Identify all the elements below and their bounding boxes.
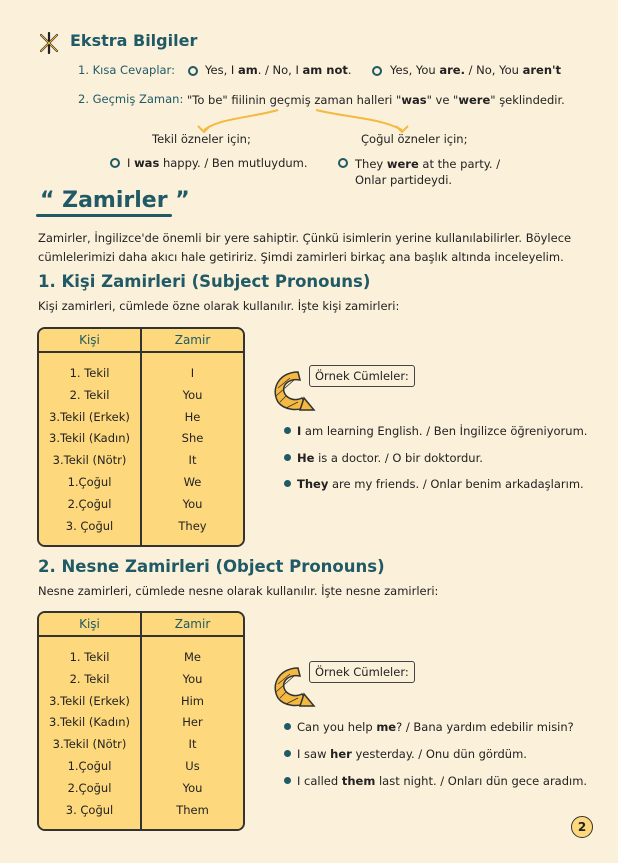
table-cell: You (182, 671, 203, 686)
object-pronouns-table (37, 611, 245, 831)
table-cell: 2.Çoğul (67, 496, 112, 511)
example-sentence: They are my friends. / Onlar benim arkadaşlarım. (297, 477, 584, 491)
table-cell: I (190, 366, 195, 380)
table-cell: It (188, 737, 197, 752)
table-cell: 3.Tekil (Kadın) (49, 431, 130, 446)
table-cell: You (182, 780, 203, 795)
table-cell: 2. Tekil (69, 387, 110, 402)
table-cell: It (188, 453, 197, 468)
table-cell: 3.Tekil (Erkek) (49, 409, 130, 424)
past-tense-label: 2. Geçmiş Zaman: (78, 92, 184, 106)
col-header-pronoun: Zamir (174, 617, 211, 631)
person-column (39, 637, 142, 829)
pronoun-column (142, 353, 243, 545)
col-header-person: Kişi (39, 329, 142, 351)
example-sentence: I saw her yesterday. / Onu dün gördüm. (297, 747, 527, 761)
col-header-person: Kişi (39, 613, 142, 635)
pronouns-title: “ Zamirler ” (40, 188, 190, 213)
table-cell: We (183, 474, 202, 489)
table-cell: 3.Tekil (Nötr) (52, 453, 127, 468)
table-cell: 1.Çoğul (67, 758, 112, 773)
ring-bullet-icon (338, 158, 348, 168)
pronoun-column (142, 637, 243, 829)
table-cell: 3.Tekil (Nötr) (52, 737, 127, 752)
example-sentence: I called them last night. / Onları dün gece aradım. (297, 774, 588, 788)
table-cell: 1.Çoğul (67, 474, 112, 489)
example-sentences-label: Örnek Cümleler: (309, 661, 415, 683)
short-answer-2: Yes, You are. / No, You aren't (390, 63, 562, 77)
table-cell: 1. Tekil (69, 650, 110, 664)
table-cell: 1. Tekil (69, 366, 110, 380)
table-cell: Them (176, 802, 209, 817)
ring-bullet-icon (110, 158, 120, 168)
bullet-dot-icon (284, 777, 291, 784)
example-sentence: Can you help me? / Bana yardım edebilir misin? (297, 720, 574, 734)
ring-bullet-icon (372, 66, 382, 76)
table-cell: You (182, 387, 203, 402)
object-pronouns-desc: Nesne zamirleri, cümlede nesne olarak kullanılır. İşte nesne zamirleri: (38, 584, 439, 598)
table-cell: 3.Tekil (Erkek) (49, 693, 130, 708)
table-cell: 2. Tekil (69, 671, 110, 686)
extra-info-title: Ekstra Bilgiler (70, 31, 198, 50)
short-answer-1: Yes, I am. / No, I am not. (205, 63, 352, 77)
title-underline (36, 214, 172, 217)
table-cell: You (182, 496, 203, 511)
subject-pronouns-desc: Kişi zamirleri, cümlede özne olarak kullanılır. İşte kişi zamirleri: (38, 299, 400, 313)
table-cell: 2.Çoğul (67, 780, 112, 795)
subject-pronouns-table (37, 327, 245, 547)
table-cell: Us (185, 758, 200, 773)
singular-example: I was happy. / Ben mutluydum. (127, 156, 308, 170)
bullet-dot-icon (284, 427, 291, 434)
bullet-dot-icon (284, 750, 291, 757)
singular-subjects-label: Tekil özneler için; (152, 132, 251, 146)
bullet-dot-icon (284, 480, 291, 487)
object-pronouns-title: 2. Nesne Zamirleri (Object Pronouns) (38, 557, 385, 576)
table-cell: Her (182, 715, 203, 730)
bullet-dot-icon (284, 723, 291, 730)
subject-pronouns-title: 1. Kişi Zamirleri (Subject Pronouns) (38, 272, 371, 291)
plural-example: They were at the party. / Onlar partideydi. (355, 157, 501, 187)
example-sentences-label: Örnek Cümleler: (309, 365, 415, 387)
table-cell: 3. Çoğul (65, 802, 114, 817)
person-column (39, 353, 142, 545)
table-cell: They (178, 518, 207, 533)
example-sentence: He is a doctor. / O bir doktordur. (297, 451, 483, 465)
table-cell: She (181, 431, 204, 446)
page-number: 2 (571, 816, 593, 838)
short-answers-label: 1. Kısa Cevaplar: (78, 63, 175, 77)
table-cell: Him (180, 693, 205, 708)
example-sentence: I am learning English. / Ben İngilizce öğreniyorum. (297, 424, 588, 438)
past-tense-desc: "To be" fiilinin geçmiş zaman halleri "was" ve "were" şeklindedir. (187, 93, 565, 107)
pronouns-intro: Zamirler, İngilizce'de önemli bir yere sahiptir. Çünkü isimlerin yerine kullanılabilirler. Böylece cümlelerimizi daha akıcı hale getiririz. Şimdi zamirleri birkaç ana başlık altında inceleyelim. (38, 231, 572, 264)
ring-bullet-icon (188, 66, 198, 76)
table-cell: Me (184, 650, 201, 664)
bullet-dot-icon (284, 454, 291, 461)
col-header-pronoun: Zamir (174, 333, 211, 347)
plural-subjects-label: Çoğul özneler için; (361, 132, 468, 146)
table-cell: 3.Tekil (Kadın) (49, 715, 130, 730)
table-cell: He (184, 409, 201, 424)
sparkle-icon (38, 32, 60, 54)
table-cell: 3. Çoğul (65, 518, 114, 533)
